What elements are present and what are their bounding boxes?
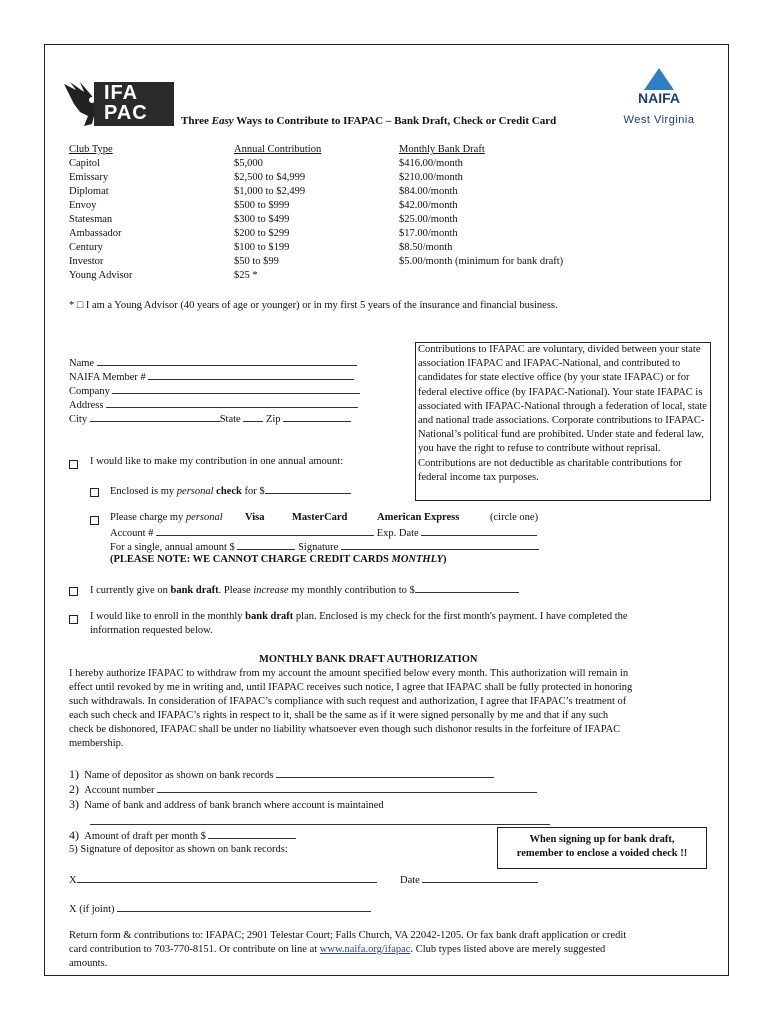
depositor-signature-label: 5) Signature of depositor as shown on bank records: [69, 844, 288, 855]
check-personal: personal [176, 486, 214, 497]
voided-check-notice [497, 827, 707, 869]
annual-amount: $1,000 to $2,499 [234, 186, 306, 197]
current-italic: increase [253, 585, 289, 596]
authorization-line: check be dishonored, IFAPAC shall be under no liability whatsoever even though such dishonor results in the forfeiture of IFAPAC [69, 724, 621, 735]
exp-label: Exp. Date [376, 528, 419, 539]
single-amount-label: For a single, annual amount $ [110, 542, 235, 553]
circle-one-note: (circle one) [490, 512, 539, 523]
monthly-amount: $210.00/month [399, 172, 463, 183]
item-number: 4) [69, 828, 79, 842]
charge-personal: personal [185, 512, 223, 523]
annual-amount: $500 to $999 [234, 200, 290, 211]
footer-line-2 [69, 943, 605, 957]
bank-name-line[interactable] [90, 824, 550, 825]
club-type: Young Advisor [69, 270, 133, 281]
annual-amount: $50 to $99 [234, 256, 279, 267]
col-header-club-type: Club Type [69, 144, 113, 155]
check-word: check [216, 486, 242, 497]
footer-line-3: amounts. [69, 958, 108, 969]
club-type: Capitol [69, 158, 100, 169]
account-number-field[interactable] [69, 782, 537, 798]
signature-label: Signature [298, 542, 339, 553]
club-type: Investor [69, 256, 104, 267]
city-state-zip-field[interactable] [69, 411, 351, 427]
page-title [181, 114, 556, 128]
enroll-checkbox[interactable] [69, 615, 78, 624]
account-number-label: Account number [84, 785, 155, 796]
title-pre: Three [181, 115, 212, 127]
current-post: my monthly contribution to $ [288, 585, 415, 596]
name-label: Name [69, 358, 95, 369]
young-advisor-checkbox-line[interactable]: * □ I am a Young Advisor (40 years of age or younger) or in my first 5 years of the insurance and financial business. [69, 300, 558, 311]
current-pre: I currently give on [90, 585, 171, 596]
enroll-post: plan. Enclosed is my check for the first month's payment. I have completed the [293, 611, 628, 622]
authorization-line: I hereby authorize IFAPAC to withdraw from my account the amount specified below every month. This authorization will remain in [69, 668, 629, 679]
zip-label: Zip [265, 414, 281, 425]
increase-option [90, 582, 519, 598]
state-label: State [219, 414, 241, 425]
ifapac-logo-text: IFA PAC [104, 82, 148, 124]
visa-option[interactable]: Visa [245, 512, 265, 523]
ifapac-logo-box [94, 82, 174, 126]
annual-checkbox[interactable] [69, 460, 78, 469]
enroll-line-2: information requested below. [90, 625, 213, 636]
joint-label: X (if joint) [69, 904, 115, 915]
ifapac-logo [62, 78, 174, 128]
increase-checkbox[interactable] [69, 587, 78, 596]
ifapac-link[interactable]: www.naifa.org/ifapac [319, 944, 411, 955]
joint-signature-field[interactable] [69, 901, 371, 917]
naifa-logo-sub: West Virginia [623, 114, 695, 126]
draft-amount-field[interactable] [69, 828, 296, 844]
monthly-amount: $17.00/month [399, 228, 458, 239]
disclaimer-box: Contributions to IFAPAC are voluntary, divided between your state association IFAPAC and IFAPAC-National, and contributed to candidates for state elective office (by your state IFAPAC) or for federal elective office (by IFAPAC-National). Your state IFAPAC is associated with IFAPAC-National through a federation of local, state and national trade associations. Corporate contributions to IFAPAC-National’s political fund are prohibited. Under state and federal law, you have the right to refuse to contribute without reprisal. Contributions are not deductible as charitable contributions for federal income tax purposes. [415, 342, 711, 501]
club-type: Envoy [69, 200, 97, 211]
monthly-amount: $8.50/month [399, 242, 453, 253]
monthly-amount: $416.00/month [399, 158, 463, 169]
voided-line-2: remember to enclose a voided check !! [516, 848, 688, 859]
authorization-heading: MONTHLY BANK DRAFT AUTHORIZATION [259, 654, 478, 665]
footer-line-2-pre: card contribution to 703-770-8151. Or contribute on line at [69, 944, 320, 955]
charge-pre: Please charge my [110, 512, 186, 523]
note-pre: (PLEASE NOTE: WE CANNOT CHARGE CREDIT CARDS [110, 554, 392, 565]
annual-amount: $100 to $199 [234, 242, 290, 253]
item-number: 2) [69, 782, 79, 796]
monthly-amount: $5.00/month (minimum for bank draft) [399, 256, 564, 267]
depositor-name-label: Name of depositor as shown on bank records [84, 770, 274, 781]
check-pre: Enclosed is my [110, 486, 177, 497]
authorization-line: such withdrawals. In consideration of IFAPAC’s compliance with such request and authorization, I agree that IFAPAC’s treatment of [69, 696, 627, 707]
check-option [110, 483, 351, 499]
annual-amount: $25 * [234, 270, 258, 281]
current-mid: . Please [218, 585, 254, 596]
footer-line-2-post: . Club types listed above are merely suggested [410, 944, 606, 955]
col-header-monthly: Monthly Bank Draft [399, 144, 485, 155]
check-amount-field[interactable] [265, 483, 351, 494]
check-checkbox[interactable] [90, 488, 99, 497]
charge-option [110, 511, 223, 525]
naifa-logo-text: NAIFA [638, 90, 680, 106]
annual-amount: $200 to $299 [234, 228, 290, 239]
annual-amount: $2,500 to $4,999 [234, 172, 306, 183]
voided-line-1: When signing up for bank draft, [529, 834, 675, 845]
enroll-pre: I would like to enroll in the monthly [90, 611, 246, 622]
amex-option[interactable]: American Express [377, 512, 460, 523]
club-type: Emissary [69, 172, 109, 183]
annual-amount: $5,000 [234, 158, 263, 169]
bank-name-field[interactable] [69, 797, 384, 813]
signature-field[interactable] [69, 872, 377, 888]
col-header-annual: Annual Contribution [234, 144, 322, 155]
club-type: Statesman [69, 214, 113, 225]
note-monthly: MONTHLY [391, 554, 444, 565]
club-type: Century [69, 242, 103, 253]
city-label: City [69, 414, 88, 425]
club-type: Ambassador [69, 228, 122, 239]
check-post: for $ [241, 486, 265, 497]
monthly-amount: $42.00/month [399, 200, 458, 211]
monthly-amount: $84.00/month [399, 186, 458, 197]
address-label: Address [69, 400, 104, 411]
date-label: Date [400, 875, 420, 886]
annual-option-label: I would like to make my contribution in one annual amount: [90, 456, 344, 467]
member-label: NAIFA Member # [69, 372, 146, 383]
signature-x: X [69, 875, 77, 886]
current-bold: bank draft [170, 585, 219, 596]
increase-amount-field[interactable] [415, 582, 519, 593]
company-label: Company [69, 386, 110, 397]
item-number: 3) [69, 797, 79, 811]
naifa-logo [604, 64, 714, 128]
mastercard-option[interactable]: MasterCard [292, 512, 348, 523]
title-post: Ways to Contribute to IFAPAC – Bank Draft, Check or Credit Card [233, 115, 557, 127]
club-type: Diplomat [69, 186, 109, 197]
authorization-line: each such check and IFAPAC’s rights in respect to it, shall be the same as if it were signed personally by me and that if any such [69, 710, 609, 721]
account-label: Account # [110, 528, 154, 539]
note-post: ) [443, 554, 447, 565]
title-easy: Easy [211, 115, 234, 127]
bank-name-label: Name of bank and address of bank branch where account is maintained [84, 800, 384, 811]
monthly-amount: $25.00/month [399, 214, 458, 225]
credit-card-note [110, 553, 447, 567]
enroll-bold: bank draft [245, 611, 294, 622]
footer-line-1: Return form & contributions to: IFAPAC; 2901 Telestar Court; Falls Church, VA 22042-1205. Or fax bank draft application or credit [69, 930, 627, 941]
item-number: 1) [69, 767, 79, 781]
draft-amount-label: Amount of draft per month $ [84, 831, 206, 842]
enroll-option [90, 610, 628, 624]
charge-checkbox[interactable] [90, 516, 99, 525]
authorization-line: effect until revoked by me in writing and, until IFAPAC receives such notice, I agree that IFAPAC shall be fully protected in honoring [69, 682, 633, 693]
date-field[interactable] [400, 872, 538, 888]
annual-amount: $300 to $499 [234, 214, 290, 225]
authorization-line: membership. [69, 738, 124, 749]
depositor-name-field[interactable] [69, 767, 494, 783]
